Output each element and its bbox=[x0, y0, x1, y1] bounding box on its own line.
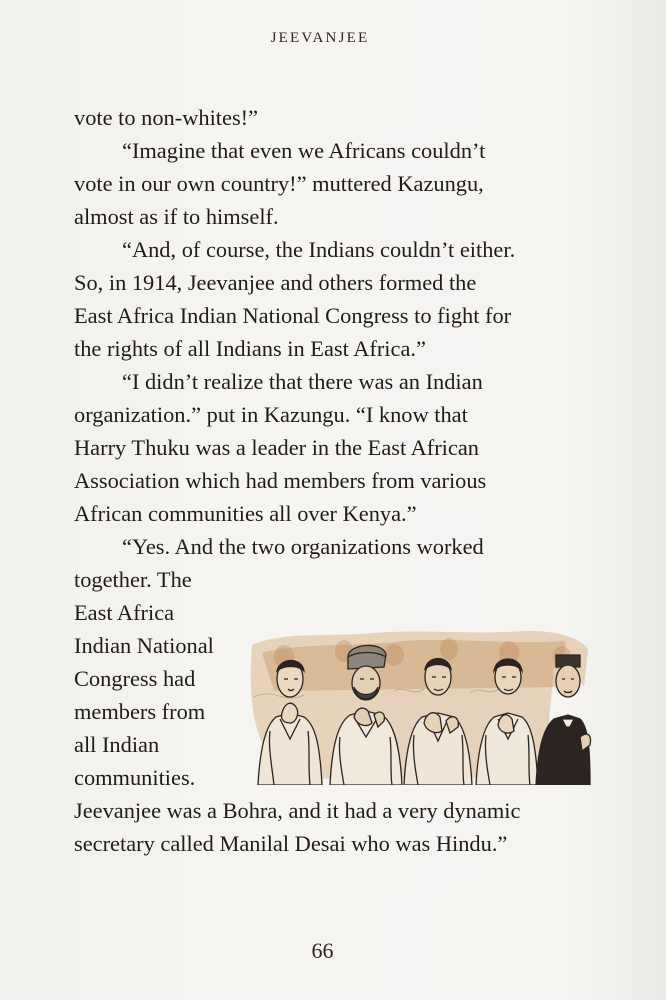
text-line: vote to non-whites!” bbox=[74, 105, 259, 130]
page-number: 66 bbox=[311, 938, 334, 963]
text-line: together. The bbox=[74, 567, 192, 592]
text-line: communities. bbox=[74, 765, 196, 790]
text-line: African communities all over Kenya.” bbox=[74, 501, 417, 526]
text-line: Association which had members from various bbox=[74, 468, 487, 493]
text-line: all Indian bbox=[74, 732, 160, 757]
text-line: “And, of course, the Indians couldn’t either. bbox=[122, 237, 516, 262]
text-line: vote in our own country!” muttered Kazungu, bbox=[74, 171, 484, 196]
text-line: almost as if to himself. bbox=[74, 204, 279, 229]
text-line: “Imagine that even we Africans couldn’t bbox=[122, 138, 486, 163]
text-line: So, in 1914, Jeevanjee and others formed the bbox=[74, 270, 477, 295]
text-line: East Africa Indian National Congress to fight for bbox=[74, 303, 512, 328]
running-head: JEEVANJEE bbox=[270, 30, 370, 46]
text-line: “I didn’t realize that there was an Indian bbox=[122, 369, 483, 394]
group-of-five-men-illustration bbox=[244, 627, 592, 785]
text-line: the rights of all Indians in East Africa.” bbox=[74, 336, 426, 361]
text-line: Jeevanjee was a Bohra, and it had a very dynamic bbox=[74, 798, 521, 823]
text-line: Congress had bbox=[74, 666, 196, 691]
text-line: East Africa bbox=[74, 600, 175, 625]
text-line: organization.” put in Kazungu. “I know that bbox=[74, 402, 468, 427]
text-line: “Yes. And the two organizations worked bbox=[122, 534, 484, 559]
text-line: members from bbox=[74, 699, 206, 724]
text-line: secretary called Manilal Desai who was Hindu.” bbox=[74, 831, 508, 856]
text-line: Harry Thuku was a leader in the East African bbox=[74, 435, 479, 460]
text-line: Indian National bbox=[74, 633, 214, 658]
